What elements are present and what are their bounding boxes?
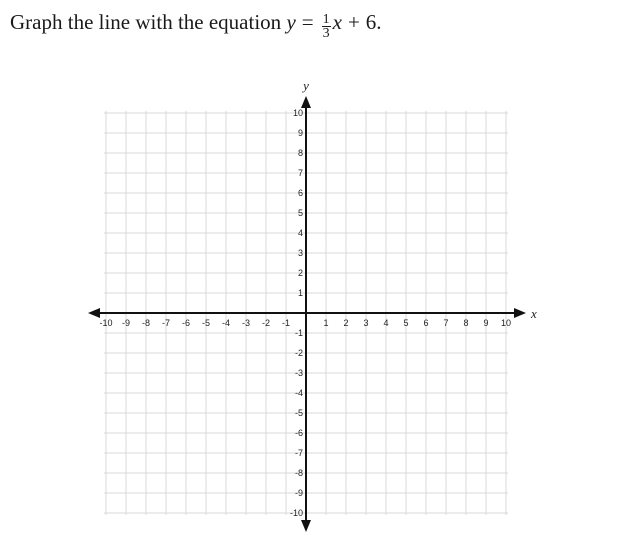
axes [88, 78, 537, 532]
y-tick-label: -3 [294, 368, 303, 378]
x-tick-label: -2 [261, 318, 271, 328]
equation-var: x [332, 10, 342, 34]
y-tick-label: 6 [297, 188, 303, 198]
x-axis-right-arrow-icon [514, 308, 526, 318]
x-tick-label: -5 [201, 318, 211, 328]
x-tick-label: -6 [181, 318, 191, 328]
x-tick-label: 4 [383, 318, 389, 328]
fraction-numerator: 1 [322, 12, 330, 27]
y-tick-label: 2 [297, 268, 303, 278]
y-tick-label: 9 [297, 128, 303, 138]
x-tick-label: 10 [500, 318, 512, 328]
x-tick-label: -8 [141, 318, 151, 328]
y-tick-label: -9 [294, 488, 303, 498]
x-tick-label: 9 [483, 318, 489, 328]
equation-equals: = [301, 10, 314, 34]
equation-lhs: y [286, 10, 296, 34]
y-tick-label: 4 [297, 228, 303, 238]
equation-period: . [376, 10, 382, 34]
y-axis-down-arrow-icon [301, 520, 311, 532]
y-axis-up-arrow-icon [301, 96, 311, 108]
y-axis-label: y [303, 78, 309, 93]
x-tick-label: -9 [121, 318, 131, 328]
y-tick-label: 3 [297, 248, 303, 258]
y-tick-label: -1 [294, 328, 303, 338]
equation-plus: + [347, 10, 360, 34]
x-tick-label: 6 [423, 318, 429, 328]
y-tick-label: -5 [294, 408, 303, 418]
x-tick-label: -3 [241, 318, 251, 328]
x-tick-label: -7 [161, 318, 171, 328]
fraction-denominator: 3 [322, 26, 330, 41]
x-tick-label: 7 [443, 318, 449, 328]
y-tick-label: -6 [294, 428, 303, 438]
x-tick-label: 3 [363, 318, 369, 328]
x-tick-label: 2 [343, 318, 349, 328]
y-tick-label: -4 [294, 388, 303, 398]
y-tick-label: -7 [294, 448, 303, 458]
y-tick-label: 1 [297, 288, 303, 298]
x-tick-label: -10 [99, 318, 113, 328]
x-tick-label: 8 [463, 318, 469, 328]
equation-constant: 6 [365, 10, 377, 34]
y-tick-label: -2 [294, 348, 303, 358]
y-tick-label: 8 [297, 148, 303, 158]
y-tick-label: -10 [289, 508, 303, 518]
y-tick-label: -8 [294, 468, 303, 478]
x-axis-left-arrow-icon [88, 308, 100, 318]
x-tick-label: 5 [403, 318, 409, 328]
x-axis-label: x [531, 306, 537, 321]
x-tick-label: -4 [221, 318, 231, 328]
prompt-lead-text: Graph the line with the equation [10, 10, 282, 34]
y-tick-label: 7 [297, 168, 303, 178]
y-tick-label: 5 [297, 208, 303, 218]
y-tick-label: 10 [292, 108, 303, 118]
x-tick-label: 1 [323, 318, 329, 328]
x-tick-label: -1 [281, 318, 291, 328]
